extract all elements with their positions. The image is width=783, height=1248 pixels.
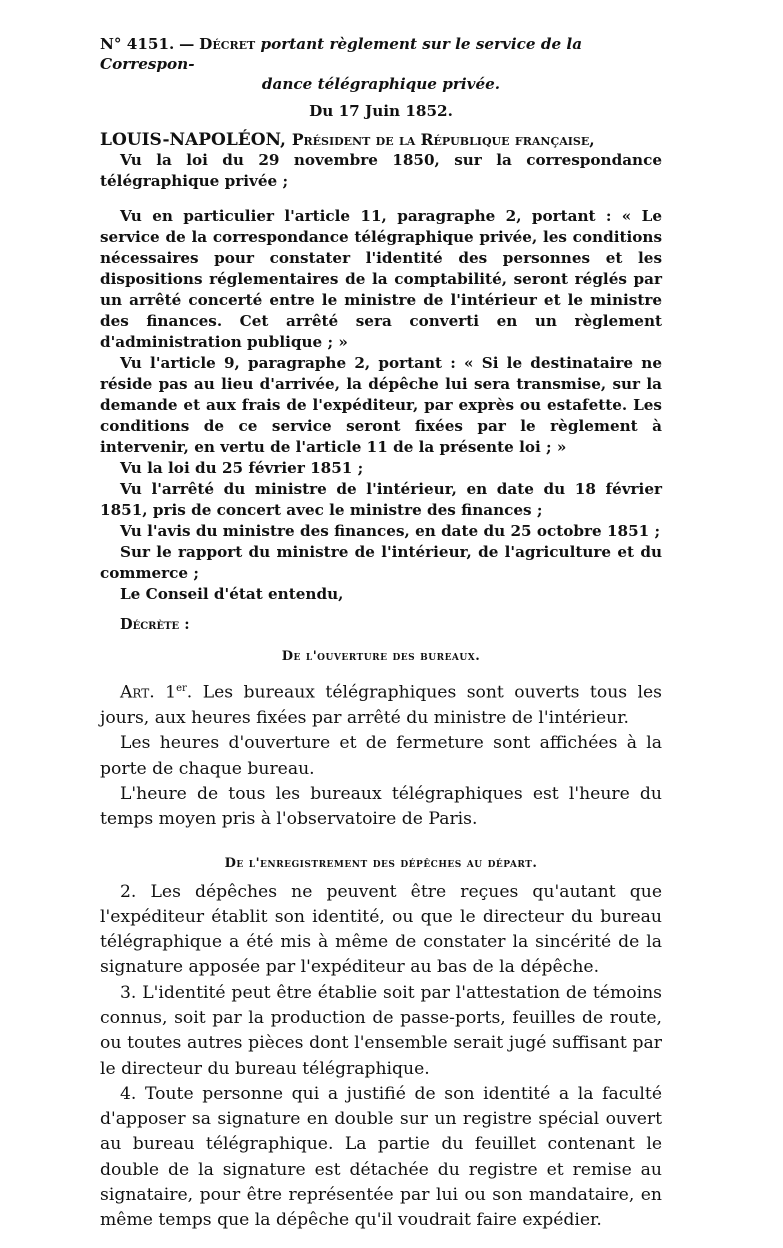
article-2: 2. Les dépêches ne peuvent être reçues qu'autant que l'expéditeur établit son identité, ou que le directeur du bureau télégraphique a été mis à même de constater la sincérité de la signature apposée par l'expéditeur au bas de la dépêche. [100,881,662,978]
header-dash: — [179,35,195,53]
section-registration-body [100,880,662,1234]
article-number-sup: er [176,683,187,694]
preamble-paragraph: Vu la loi du 25 février 1851 ; [120,459,364,477]
section-heading-opening: De l'ouverture des bureaux. [281,649,481,664]
decrete-heading: Décrète : [120,616,190,633]
preamble [100,150,662,605]
article-1 [100,676,662,731]
section-opening-body [100,676,662,833]
article-paragraph: Les heures d'ouverture et de fermeture sont affichées à la porte de chaque bureau. [100,733,662,779]
president-line [100,130,662,150]
preamble-paragraph: Le Conseil d'état entendu, [120,585,344,603]
preamble-paragraph: Vu l'arrêté du ministre de l'intérieur, en date du 18 février 1851, pris de concert avec le ministre des finances ; [100,480,662,519]
preamble-paragraph: Vu la loi du 29 novembre 1850, sur la correspondance télégraphique privée ; [100,151,662,190]
president-name: LOUIS-NAPOLÉON, [100,130,286,150]
article-1-text: . Les bureaux télégraphiques sont ouverts tous les jours, aux heures fixées par arrêté du ministre de l'intérieur. [100,682,662,729]
decree-header [100,34,662,94]
decree-date: Du 17 Juin 1852. [309,102,453,120]
article-number: 1 [165,682,177,703]
document-page [100,34,662,1234]
decree-title-line1: portant règlement sur le service de la Correspon- [100,35,583,73]
article-label: Art. [120,682,155,703]
decree-word: Décret [199,35,256,53]
decree-title-line2: dance télégraphique privée. [261,75,501,93]
article-3: 3. L'identité peut être établie soit par l'attestation de témoins connus, soit par la production de passe-ports, feuilles de route, ou toutes autres pièces dont l'ensemble serait jugé suffisant par le directeur du bureau télégraphique. [100,982,662,1079]
president-title: Président de la République française, [291,130,595,149]
section-heading-registration: De l'enregistrement des dépêches au départ. [224,855,538,871]
preamble-paragraph: Sur le rapport du ministre de l'intérieur, de l'agriculture et du commerce ; [100,543,662,582]
preamble-paragraph: Vu en particulier l'article 11, paragraphe 2, portant : « Le service de la correspondance télégraphique privée, les conditions nécessaires pour constater l'identité des personnes et les dispositions réglementaires de la comptabilité, seront réglés par un arrêté concerté entre le ministre de l'intérieur et le ministre des finances. Cet arrêté sera converti en un règlement d'administration publique ; » [100,207,662,351]
decree-number: N° 4151. [100,35,175,53]
preamble-paragraph: Vu l'article 9, paragraphe 2, portant : « Si le destinataire ne réside pas au lieu d'arrivée, la dépêche lui sera transmise, sur la demande et aux frais de l'expéditeur, par exprès ou estafette. Les conditions de ce service seront fixées par le règlement à intervenir, en vertu de l'article 11 de la présente loi ; » [100,354,662,456]
preamble-paragraph: Vu l'avis du ministre des finances, en date du 25 octobre 1851 ; [120,522,661,540]
article-paragraph: L'heure de tous les bureaux télégraphiques est l'heure du temps moyen pris à l'observatoire de Paris. [100,783,662,830]
article-4: 4. Toute personne qui a justifié de son identité a la faculté d'apposer sa signature en double sur un registre spécial ouvert au bureau télégraphique. La partie du feuillet contenant le double de la signature est détachée du registre et remise au signataire, pour être représentée par lui ou son mandataire, en même temps que la dépêche qu'il voudrait faire expédier. [100,1083,662,1231]
